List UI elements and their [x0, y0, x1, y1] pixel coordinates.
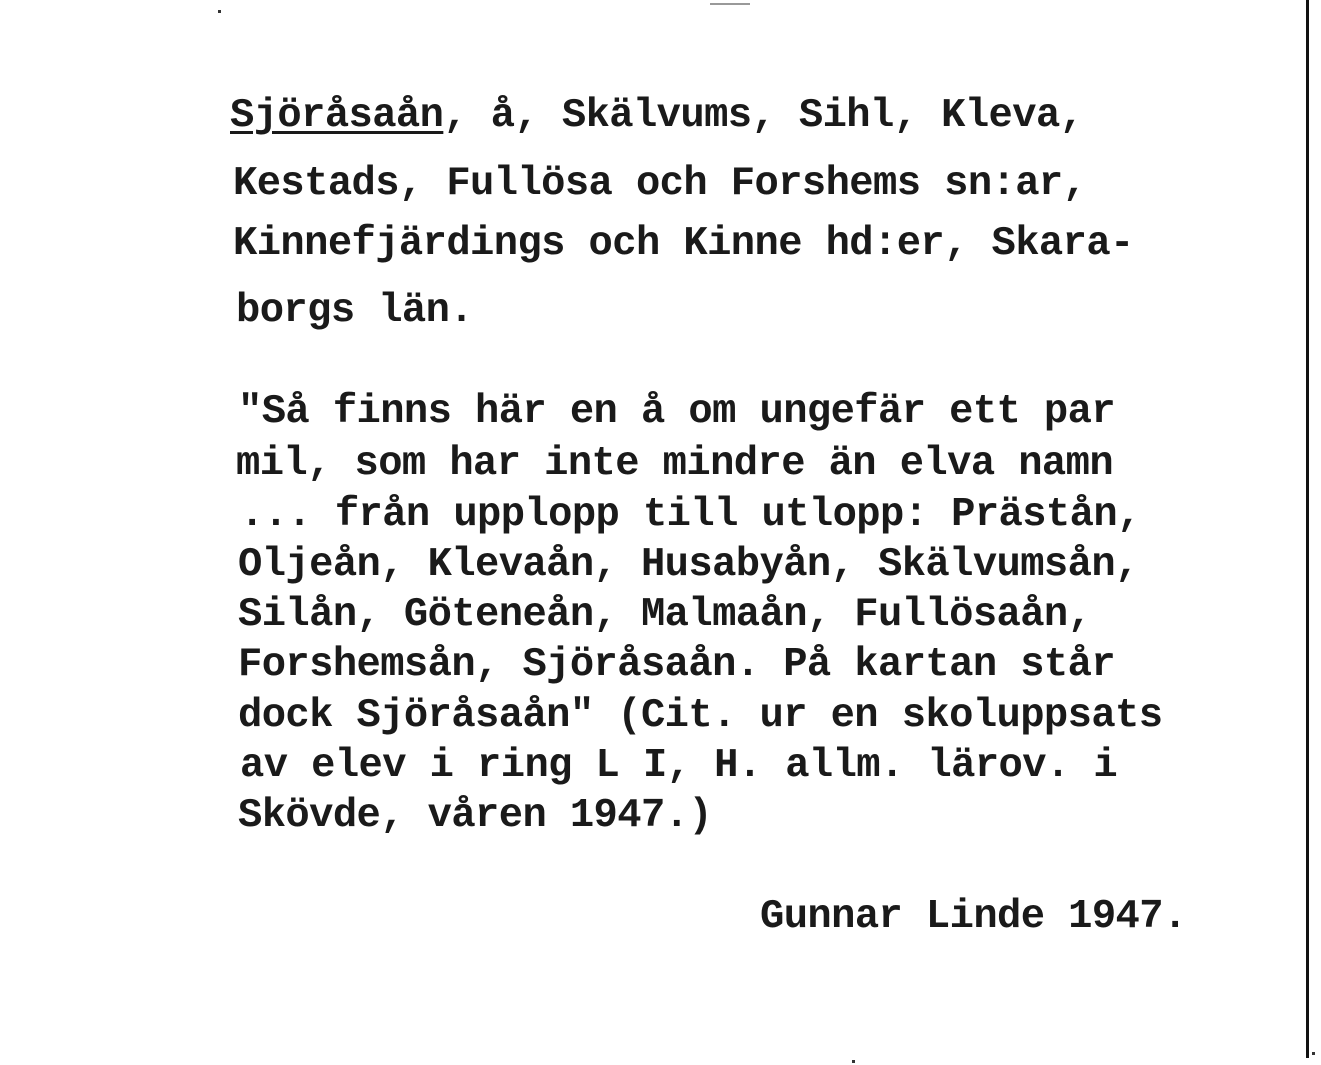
definition-line-3: Kinnefjärdings och Kinne hd:er, Skara-: [233, 221, 1134, 267]
quote-line-5: Silån, Göteneån, Malmaån, Fullösaån,: [238, 592, 1092, 638]
headword: Sjöråsaån: [230, 93, 444, 139]
quote-line-7: dock Sjöråsaån" (Cit. ur en skoluppsats: [238, 693, 1163, 739]
quote-line-6: Forshemsån, Sjöråsaån. På kartan står: [238, 642, 1116, 688]
quote-line-9: Skövde, våren 1947.): [238, 793, 713, 839]
speck: [1312, 1052, 1315, 1055]
card-edge: [1306, 0, 1309, 1058]
speck: [852, 1060, 855, 1063]
quote-line-3: ... från upplopp till utlopp: Prästån,: [240, 492, 1141, 538]
quote-line-2: mil, som har inte mindre än elva namn: [236, 441, 1114, 487]
definition-line-2: Kestads, Fullösa och Forshems sn:ar,: [233, 161, 1087, 207]
definition-text: , å, Skälvums, Sihl, Kleva,: [443, 93, 1084, 139]
signature: Gunnar Linde 1947.: [760, 894, 1187, 940]
speck: [218, 10, 221, 13]
quote-line-8: av elev i ring L I, H. allm. lärov. i: [240, 743, 1118, 789]
definition-line-1: [230, 92, 1083, 140]
definition-line-4: borgs län.: [236, 288, 474, 334]
quote-line-4: Oljeån, Klevaån, Husabyån, Skälvumsån,: [238, 542, 1139, 588]
speck: [710, 3, 750, 5]
quote-line-1: "Så finns här en å om ungefär ett par: [238, 389, 1116, 435]
